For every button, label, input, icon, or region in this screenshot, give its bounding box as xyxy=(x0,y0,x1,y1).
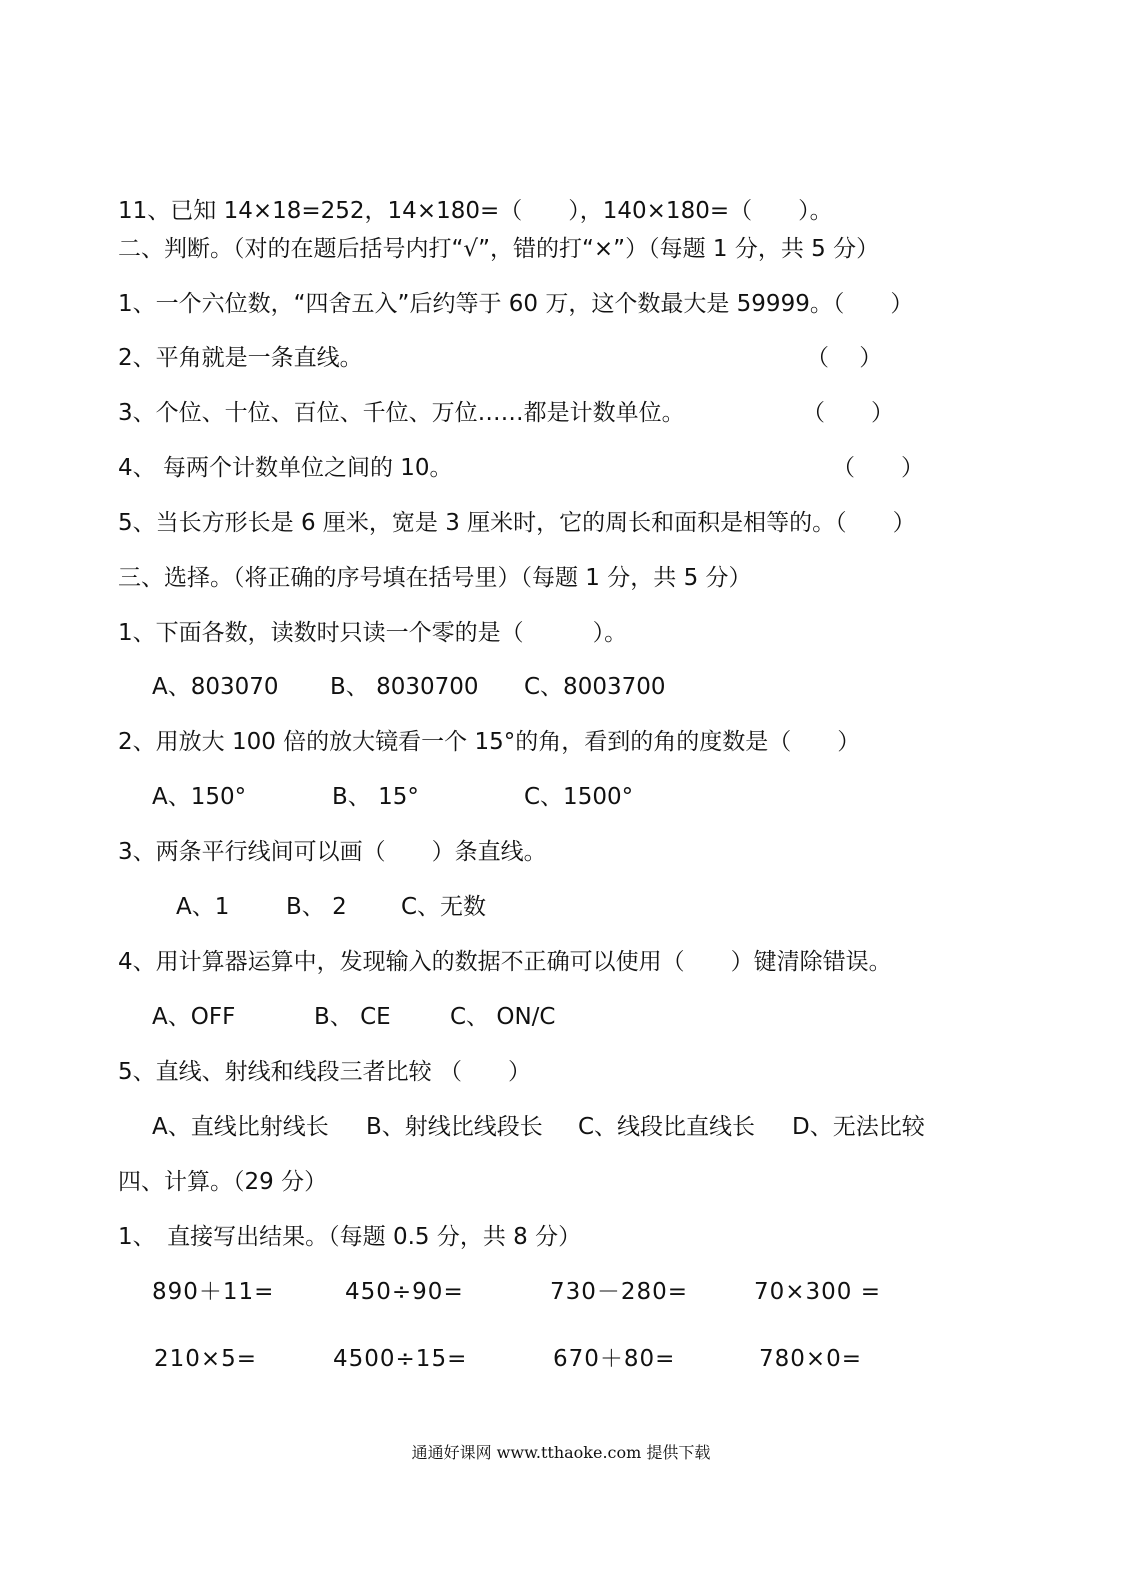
calc-r1-c4: 70×300 = xyxy=(754,1279,882,1305)
choice-q5-opt-d: D、无法比较 xyxy=(792,1114,925,1140)
calc-r2-c1: 210×5= xyxy=(154,1346,258,1372)
choice-q5-opt-a: A、直线比射线长 xyxy=(152,1114,329,1140)
choice-q1-opt-b: B、 8030700 xyxy=(330,674,479,700)
q11-line: 11、已知 14×18=252，14×180=（ ），140×180=（ ）。 xyxy=(118,198,833,224)
choice-q5-opt-c: C、线段比直线长 xyxy=(578,1114,756,1140)
judge-item-1: 1、一个六位数，“四舍五入”后约等于 60 万，这个数最大是 59999。（ ） xyxy=(118,291,914,317)
choice-q5: 5、直线、射线和线段三者比较 （ ） xyxy=(118,1059,531,1085)
calc-r2-c4: 780×0= xyxy=(759,1346,863,1372)
judge-item-4: 4、 每两个计数单位之间的 10。 xyxy=(118,455,453,481)
calc-r1-c3: 730－280= xyxy=(550,1279,689,1305)
judge-item-2-bracket: （ ） xyxy=(806,345,883,371)
judge-item-3-bracket: （ ） xyxy=(802,400,894,426)
choice-q3: 3、两条平行线间可以画（ ）条直线。 xyxy=(118,839,547,865)
calc-r1-c1: 890＋11= xyxy=(152,1279,275,1305)
judge-item-5: 5、当长方形长是 6 厘米，宽是 3 厘米时，它的周长和面积是相等的。（ ） xyxy=(118,510,916,536)
choice-q4: 4、用计算器运算中，发现输入的数据不正确可以使用（ ）键清除错误。 xyxy=(118,949,892,975)
choice-q1: 1、下面各数，读数时只读一个零的是（ ）。 xyxy=(118,620,628,646)
calc-sub1: 1、 直接写出结果。（每题 0.5 分，共 8 分） xyxy=(118,1224,582,1250)
choice-q4-opt-a: A、OFF xyxy=(152,1004,236,1030)
judge-item-3: 3、个位、十位、百位、千位、万位……都是计数单位。 xyxy=(118,400,685,426)
choice-q2-opt-b: B、 15° xyxy=(332,784,419,810)
choice-q3-opt-a: A、1 xyxy=(176,894,230,920)
calc-r1-c2: 450÷90= xyxy=(345,1279,464,1305)
choice-q1-opt-c: C、8003700 xyxy=(524,674,666,700)
judge-item-2: 2、平角就是一条直线。 xyxy=(118,345,363,371)
choice-q1-opt-a: A、803070 xyxy=(152,674,279,700)
page-footer: 通通好课网 www.tthaoke.com 提供下载 xyxy=(411,1443,711,1462)
choice-q4-opt-b: B、 CE xyxy=(314,1004,391,1030)
judge-heading: 二、判断。（对的在题后括号内打“√”，错的打“×”）（每题 1 分，共 5 分） xyxy=(118,236,880,262)
choice-q3-opt-b: B、 2 xyxy=(286,894,347,920)
calc-r2-c3: 670＋80= xyxy=(553,1346,676,1372)
judge-item-4-bracket: （ ） xyxy=(832,455,924,481)
choice-q4-opt-c: C、 ON/C xyxy=(450,1004,556,1030)
choice-q2-opt-a: A、150° xyxy=(152,784,247,810)
choice-q2-opt-c: C、1500° xyxy=(524,784,634,810)
calc-r2-c2: 4500÷15= xyxy=(333,1346,468,1372)
choice-heading: 三、选择。（将正确的序号填在括号里）（每题 1 分，共 5 分） xyxy=(118,565,752,591)
calc-heading: 四、计算。（29 分） xyxy=(118,1169,328,1195)
choice-q5-opt-b: B、射线比线段长 xyxy=(366,1114,543,1140)
choice-q3-opt-c: C、无数 xyxy=(401,894,487,920)
choice-q2: 2、用放大 100 倍的放大镜看一个 15°的角，看到的角的度数是（ ） xyxy=(118,729,861,755)
